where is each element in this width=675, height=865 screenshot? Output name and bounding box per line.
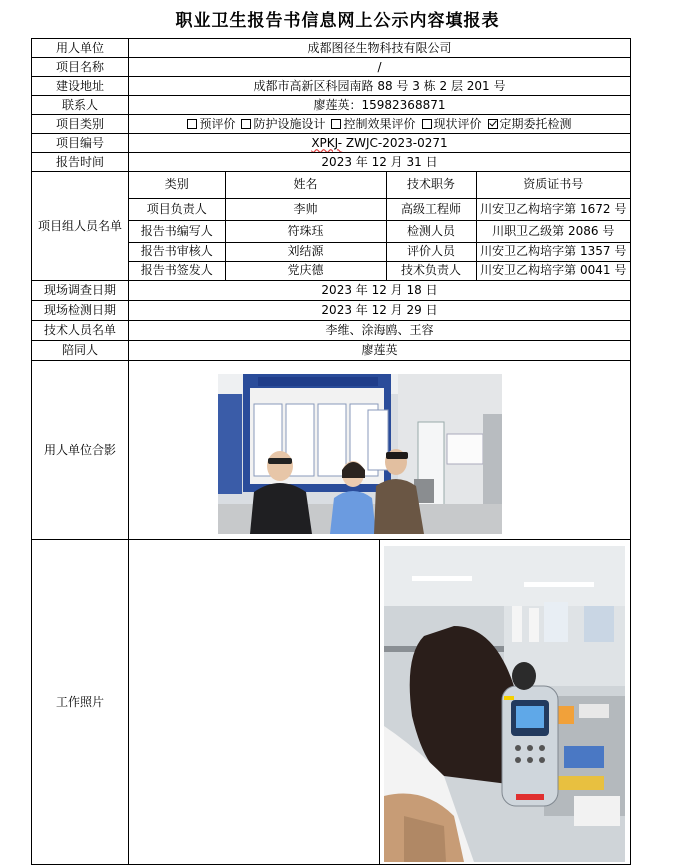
project-name-value: / (129, 58, 631, 77)
option-label: 预评价 (199, 116, 236, 131)
group-photo-label: 用人单位合影 (32, 361, 129, 540)
option-pre-eval[interactable] (187, 117, 235, 131)
checkbox-icon[interactable] (187, 119, 197, 129)
test-date-label: 现场检测日期 (32, 301, 129, 321)
project-name-label: 项目名称 (32, 58, 129, 77)
work-photo (384, 546, 625, 862)
table-row (129, 261, 630, 280)
option-status-eval[interactable] (422, 117, 482, 131)
accompany-value: 廖莲英 (129, 341, 631, 361)
form-title: 职业卫生报告书信息网上公示内容填报表 (175, 11, 500, 31)
row-group-photo (32, 361, 631, 540)
row-accompany (32, 341, 631, 361)
table-row (129, 198, 630, 220)
member-name: 刘结源 (225, 242, 386, 261)
member-title: 评价人员 (386, 242, 476, 261)
project-no-value (129, 134, 631, 153)
checkbox-icon[interactable] (422, 119, 432, 129)
row-test-date (32, 301, 631, 321)
member-role: 报告书审核人 (129, 242, 225, 261)
member-role: 报告书编写人 (129, 220, 225, 242)
checkbox-icon[interactable] (241, 119, 251, 129)
row-survey-date (32, 281, 631, 301)
employer-label: 用人单位 (32, 39, 129, 58)
row-work-photo (32, 540, 631, 865)
row-employer (32, 39, 631, 58)
row-contact (32, 96, 631, 115)
row-report-date (32, 153, 631, 172)
option-control-eval[interactable] (331, 117, 415, 131)
contact-value: 廖莲英：15982368871 (129, 96, 631, 115)
option-label: 控制效果评价 (343, 116, 416, 131)
photo-divider (379, 540, 380, 864)
row-project-no (32, 134, 631, 153)
category-label: 项目类别 (32, 115, 129, 134)
row-tech-staff (32, 321, 631, 341)
member-role: 项目负责人 (129, 198, 225, 220)
member-name: 党庆德 (225, 261, 386, 280)
address-value: 成都市高新区科园南路 88 号 3 栋 2 层 201 号 (129, 77, 631, 96)
members-label: 项目组人员名单 (32, 172, 129, 281)
contact-label: 联系人 (32, 96, 129, 115)
group-photo-cell (129, 361, 631, 540)
work-photo-cell (129, 540, 631, 865)
work-photo-label: 工作照片 (32, 540, 129, 865)
group-photo (218, 374, 502, 534)
row-category (32, 115, 631, 134)
members-table (129, 172, 630, 280)
option-protection-design[interactable] (241, 117, 325, 131)
checkbox-icon[interactable] (331, 119, 341, 129)
tech-staff-value: 李维、涂海鸥、王容 (129, 321, 631, 341)
checked-checkbox-icon[interactable] (488, 119, 498, 129)
info-table (31, 38, 631, 865)
report-date-value: 2023 年 12 月 31 日 (129, 153, 631, 172)
member-name: 符珠珏 (225, 220, 386, 242)
report-date-label: 报告时间 (32, 153, 129, 172)
project-no-label: 项目编号 (32, 134, 129, 153)
employer-value: 成都图径生物科技有限公司 (129, 39, 631, 58)
row-project-name (32, 58, 631, 77)
option-label: 现状评价 (433, 116, 482, 131)
table-row (129, 220, 630, 242)
option-label: 防护设施设计 (253, 116, 326, 131)
option-periodic-test[interactable] (488, 117, 572, 131)
member-name: 李帅 (225, 198, 386, 220)
header-name: 姓名 (225, 172, 386, 198)
member-title: 检测人员 (386, 220, 476, 242)
test-date-value: 2023 年 12 月 29 日 (129, 301, 631, 321)
header-cert: 资质证书号 (476, 172, 630, 198)
member-title: 技术负责人 (386, 261, 476, 280)
row-address (32, 77, 631, 96)
member-title: 高级工程师 (386, 198, 476, 220)
header-title: 技术职务 (386, 172, 476, 198)
tech-staff-label: 技术人员名单 (32, 321, 129, 341)
member-cert: 川安卫乙构培字第 0041 号 (476, 261, 630, 280)
member-role: 报告书签发人 (129, 261, 225, 280)
address-label: 建设地址 (32, 77, 129, 96)
option-label: 定期委托检测 (499, 116, 572, 131)
project-no-code: ZWJC-2023-0271 (342, 135, 448, 150)
header-category: 类别 (129, 172, 225, 198)
members-header-row (129, 172, 630, 198)
survey-date-value: 2023 年 12 月 18 日 (129, 281, 631, 301)
table-row (129, 242, 630, 261)
members-cell (129, 172, 631, 281)
accompany-label: 陪同人 (32, 341, 129, 361)
member-cert: 川安卫乙构培字第 1357 号 (476, 242, 630, 261)
member-cert: 川安卫乙构培字第 1672 号 (476, 198, 630, 220)
survey-date-label: 现场调查日期 (32, 281, 129, 301)
project-no-prefix: XPKJ- (311, 135, 343, 150)
row-members (32, 172, 631, 281)
member-cert: 川职卫乙级第 2086 号 (476, 220, 630, 242)
category-options (129, 115, 631, 134)
